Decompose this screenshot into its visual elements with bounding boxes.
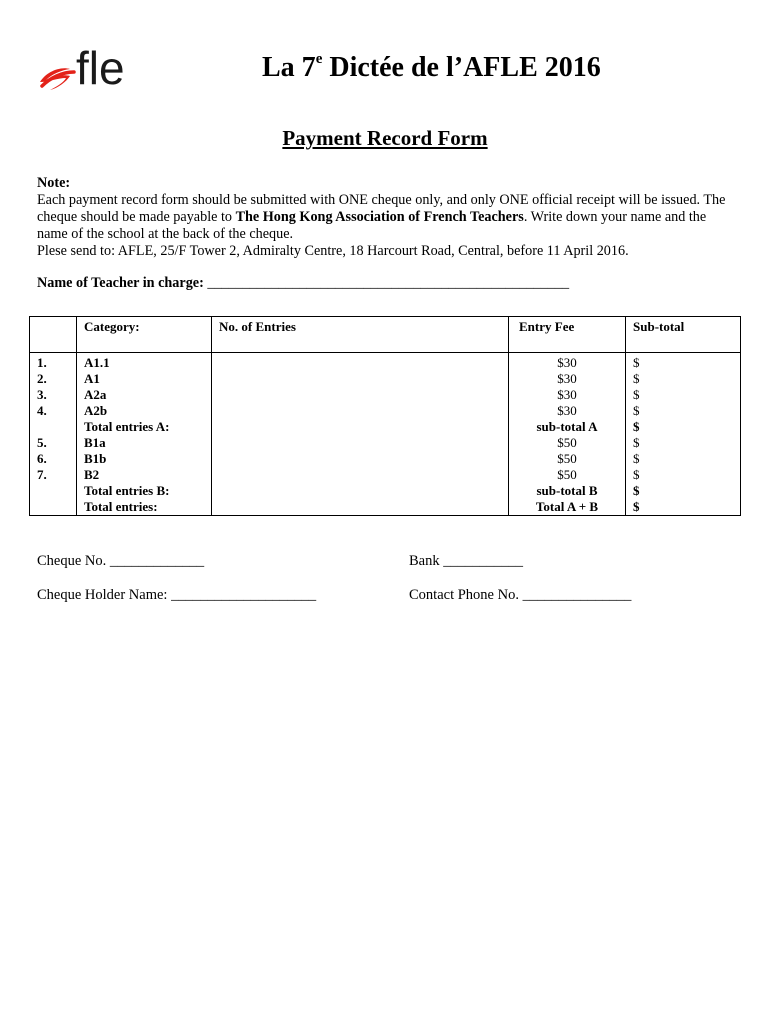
row-number [30, 483, 77, 499]
row-fee: Total A + B [509, 499, 626, 516]
row-category: A1 [77, 371, 212, 387]
row-entries-input[interactable] [212, 499, 509, 516]
subtotal-dollar: $ [633, 387, 640, 402]
table-header-row [30, 317, 741, 353]
row-subtotal[interactable] [626, 387, 741, 403]
note-paragraph [37, 192, 737, 243]
table-row [30, 371, 741, 387]
row-entries-input[interactable] [212, 435, 509, 451]
row-subtotal[interactable] [626, 499, 741, 516]
header-fee: Entry Fee [509, 317, 626, 353]
afle-logo [36, 38, 156, 102]
row-subtotal[interactable] [626, 353, 741, 372]
row-number: 4. [30, 403, 77, 419]
bank-field[interactable]: Bank ___________ [409, 553, 523, 569]
teacher-field[interactable] [37, 275, 569, 292]
row-fee: $50 [509, 435, 626, 451]
note-label: Note: [37, 175, 71, 191]
table-row [30, 419, 741, 435]
row-entries-input[interactable] [212, 353, 509, 372]
row-entries-input[interactable] [212, 419, 509, 435]
row-category: Total entries A: [77, 419, 212, 435]
subtotal-dollar: $ [633, 355, 640, 370]
form-title: Payment Record Form [282, 126, 488, 150]
title-part-2: Dictée de l’AFLE 2016 [322, 52, 601, 83]
page-title [262, 52, 601, 84]
table-row [30, 451, 741, 467]
subtotal-dollar: $ [633, 419, 640, 434]
teacher-label: Name of Teacher in charge: [37, 275, 204, 291]
row-category: Total entries B: [77, 483, 212, 499]
cheque-holder-field[interactable]: Cheque Holder Name: ____________________ [37, 587, 317, 603]
row-entries-input[interactable] [212, 403, 509, 419]
table-row [30, 353, 741, 372]
cheque-no-field[interactable]: Cheque No. _____________ [37, 553, 205, 569]
subtotal-dollar: $ [633, 403, 640, 418]
subtotal-dollar: $ [633, 435, 640, 450]
row-number [30, 499, 77, 516]
header-subtotal: Sub-total [626, 317, 741, 353]
subtotal-dollar: $ [633, 467, 640, 482]
header-num [30, 317, 77, 353]
row-category: Total entries: [77, 499, 212, 516]
row-number: 6. [30, 451, 77, 467]
row-fee: sub-total A [509, 419, 626, 435]
row-fee: $30 [509, 371, 626, 387]
row-number: 1. [30, 353, 77, 372]
row-entries-input[interactable] [212, 387, 509, 403]
row-number: 3. [30, 387, 77, 403]
teacher-blank[interactable]: ___________________________________________________ [207, 275, 570, 291]
subtotal-dollar: $ [633, 451, 640, 466]
table-row [30, 467, 741, 483]
row-entries-input[interactable] [212, 451, 509, 467]
header-entries: No. of Entries [212, 317, 509, 353]
row-fee: sub-total B [509, 483, 626, 499]
row-number [30, 419, 77, 435]
row-subtotal[interactable] [626, 467, 741, 483]
row-entries-input[interactable] [212, 371, 509, 387]
row-category: B1b [77, 451, 212, 467]
title-part-1: La 7 [262, 52, 316, 83]
row-fee: $30 [509, 387, 626, 403]
row-subtotal[interactable] [626, 403, 741, 419]
row-category: B1a [77, 435, 212, 451]
note-text-start: Each payment record form should be submitted with ONE cheque only, and only ONE official receipt will be issued. The cheque should be made payable to [37, 192, 726, 225]
logo-text: fle [76, 42, 125, 94]
note-section [37, 175, 737, 260]
note-payee: The Hong Kong Association of French Teachers [235, 209, 524, 225]
title-superscript: e [315, 51, 323, 67]
note-send-to: Plese send to: AFLE, 25/F Tower 2, Admiralty Centre, 18 Harcourt Road, Central, before 11 April 2016. [37, 243, 629, 259]
row-subtotal[interactable] [626, 419, 741, 435]
row-number: 7. [30, 467, 77, 483]
row-subtotal[interactable] [626, 451, 741, 467]
row-fee: $50 [509, 467, 626, 483]
row-subtotal[interactable] [626, 483, 741, 499]
subtotal-dollar: $ [633, 483, 640, 498]
row-category: A2a [77, 387, 212, 403]
subtotal-dollar: $ [633, 499, 640, 514]
table-row [30, 435, 741, 451]
subtotal-dollar: $ [633, 371, 640, 386]
contact-phone-field[interactable]: Contact Phone No. _______________ [409, 587, 632, 603]
row-subtotal[interactable] [626, 435, 741, 451]
table-row [30, 387, 741, 403]
table-row [30, 403, 741, 419]
row-fee: $30 [509, 403, 626, 419]
row-fee: $30 [509, 353, 626, 372]
entries-table [29, 316, 741, 516]
row-category: A2b [77, 403, 212, 419]
row-entries-input[interactable] [212, 483, 509, 499]
row-category: B2 [77, 467, 212, 483]
row-fee: $50 [509, 451, 626, 467]
row-number: 5. [30, 435, 77, 451]
header-category: Category: [77, 317, 212, 353]
note-text-end: . Write down your name and the name of the school at the back of the cheque. [37, 209, 707, 242]
table-row [30, 483, 741, 499]
row-category: A1.1 [77, 353, 212, 372]
table-body [30, 353, 741, 516]
row-number: 2. [30, 371, 77, 387]
table-row [30, 499, 741, 516]
row-entries-input[interactable] [212, 467, 509, 483]
row-subtotal[interactable] [626, 371, 741, 387]
